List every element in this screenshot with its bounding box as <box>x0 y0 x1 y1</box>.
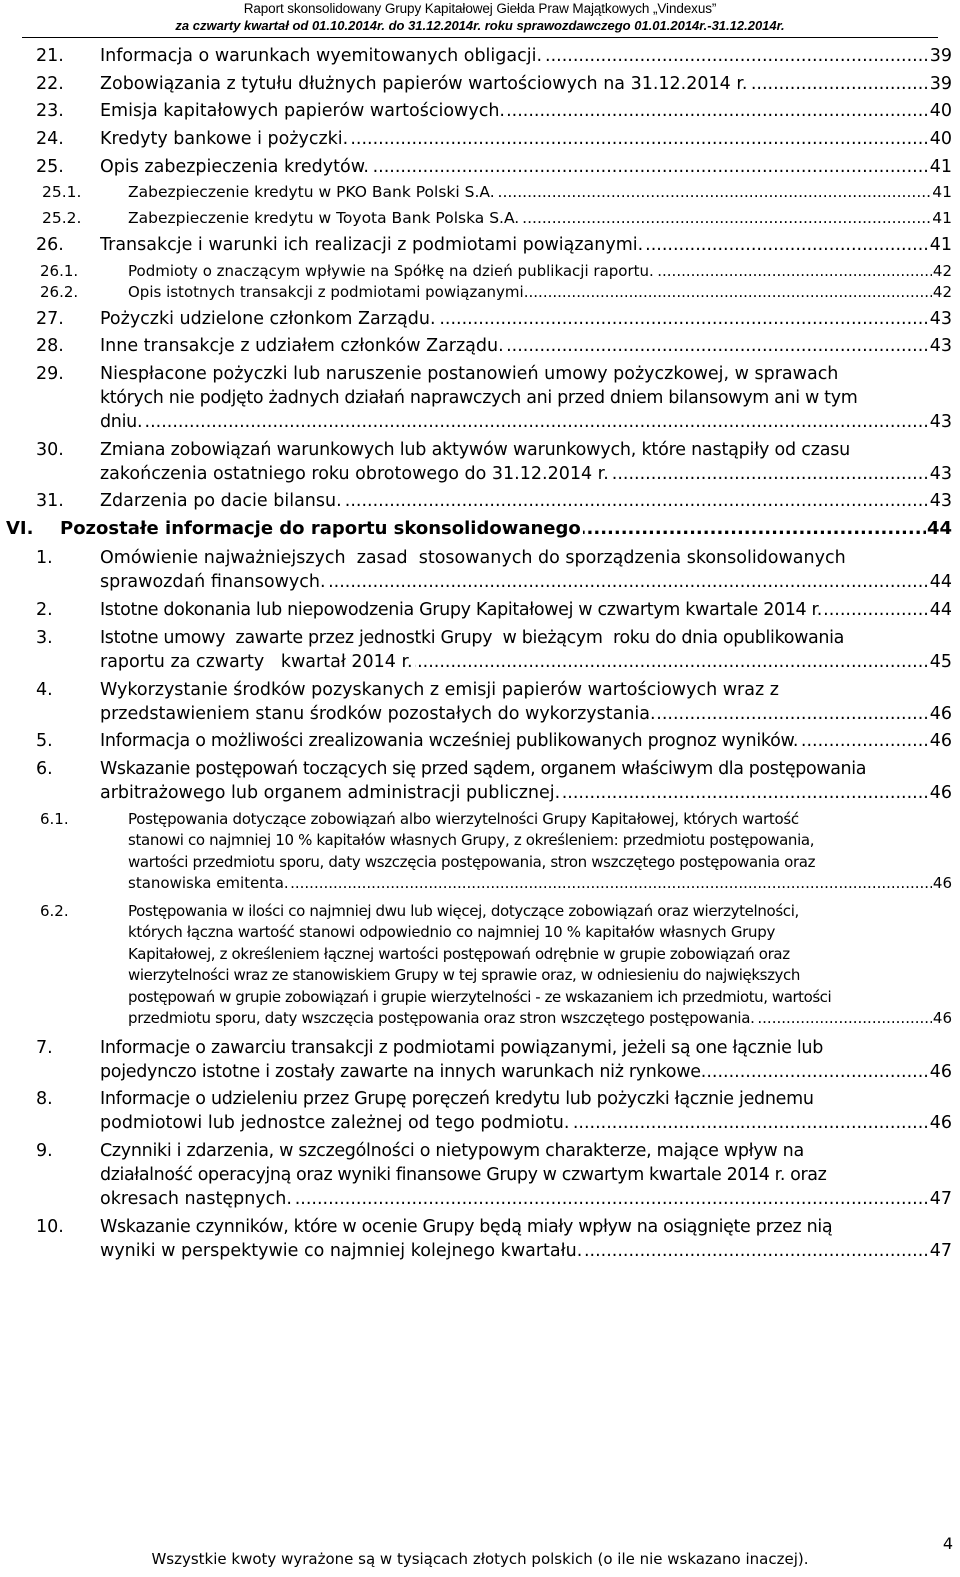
toc-entry-26[interactable] <box>0 233 960 257</box>
toc-title: Podmioty o znaczącym wpływie na Spółkę na dzień publikacji raportu. <box>128 261 654 280</box>
toc-entry-23[interactable] <box>0 99 960 123</box>
toc-title: Zabezpieczenie kredytu w Toyota Bank Polska S.A. <box>128 208 520 227</box>
toc-number: 23. <box>36 101 64 122</box>
toc-number: 3. <box>36 627 53 648</box>
toc-title: Pożyczki udzielone członkom Zarządu. <box>100 308 436 329</box>
toc-page: 46 <box>932 1008 952 1030</box>
toc-title-line: Informacje o zawarciu transakcji z podmiotami powiązanymi, jeżeli są one łącznie lub <box>100 1037 824 1058</box>
toc-title-line: arbitrażowego lub organem administracji publicznej. <box>100 782 561 803</box>
toc-section-title: Pozostałe informacje do raportu skonsolidowanego <box>60 518 581 540</box>
report-title: Raport skonsolidowany Grupy Kapitałowej Giełda Praw Majątkowych „Vindexus” <box>243 1 717 16</box>
toc-page: 46 <box>929 703 952 724</box>
toc-entry-vi-6-1[interactable] <box>0 809 960 895</box>
toc-page: 44 <box>926 518 952 540</box>
toc-number: 6.1. <box>40 809 69 828</box>
toc-number: 29. <box>36 364 64 385</box>
toc-entry-25[interactable] <box>0 155 960 179</box>
toc-page: 44 <box>929 572 952 593</box>
toc-title-line: Istotne umowy zawarte przez jednostki Grupy w bieżącym roku do dnia opublikowania <box>100 627 845 648</box>
toc-page: 43 <box>929 412 952 433</box>
toc-title-line: przedmiotu sporu, daty wszczęcia postępowania oraz stron wszczętego postępowania. <box>128 1009 755 1028</box>
toc-number: 31. <box>36 491 64 512</box>
toc-entry-vi-7[interactable] <box>0 1036 960 1084</box>
toc-number: 24. <box>36 129 64 150</box>
toc-title: Kredyty bankowe i pożyczki. <box>100 129 349 150</box>
toc-title-line: sprawozdań finansowych. <box>100 572 326 593</box>
toc-entry-vi-5[interactable] <box>0 729 960 753</box>
toc-title: Transakcje i warunki ich realizacji z podmiotami powiązanymi. <box>100 235 644 256</box>
toc-page: 43 <box>929 336 952 357</box>
toc-title-line: pojedynczo istotne i zostały zawarte na innych warunkach niż rynkowe. <box>100 1061 706 1082</box>
toc-title: Inne transakcje z udziałem członków Zarządu. <box>100 336 504 357</box>
toc-number: 2. <box>36 600 53 621</box>
toc-title-line: Postępowania dotyczące zobowiązań albo wierzytelności Grupy Kapitałowej, których wartość <box>128 809 799 828</box>
toc-title-line: zakończenia ostatniego roku obrotowego do 31.12.2014 r. <box>100 463 609 484</box>
toc-number: 25. <box>36 156 64 177</box>
toc-entry-26-2[interactable] <box>0 282 960 304</box>
toc-page: 45 <box>929 651 952 672</box>
toc-entry-vi-3[interactable] <box>0 626 960 674</box>
toc-page: 41 <box>929 235 952 256</box>
toc-page: 46 <box>929 782 952 803</box>
toc-title-line: których nie podjęto żadnych działań naprawczych ani przed dniem bilansowym ani w tym <box>100 388 858 409</box>
toc-title-line: wyniki w perspektywie co najmniej kolejnego kwartału. <box>100 1240 583 1261</box>
toc-page: 40 <box>929 129 952 150</box>
toc-entry-24[interactable] <box>0 127 960 151</box>
toc-entry-vi-6[interactable] <box>0 757 960 805</box>
toc-title-line: przedstawieniem stanu środków pozostałych do wykorzystania. <box>100 703 656 724</box>
toc-title: Zdarzenia po dacie bilansu. <box>100 491 342 512</box>
toc-entry-25-2[interactable] <box>0 208 960 230</box>
toc-title: Istotne dokonania lub niepowodzenia Grupy Kapitałowej w czwartym kwartale 2014 r. <box>100 600 822 621</box>
header-divider <box>22 37 938 38</box>
toc-title-line: Wskazanie postępowań toczących się przed sądem, organem właściwym dla postępowania <box>100 758 867 779</box>
toc-page: 46 <box>929 731 952 752</box>
page-number: 4 <box>942 1534 953 1553</box>
toc-title-line: dniu. <box>100 412 143 433</box>
toc-title-line: raportu za czwarty kwartał 2014 r. <box>100 651 413 672</box>
toc-entry-22[interactable] <box>0 72 960 96</box>
toc-entry-vi-1[interactable] <box>0 546 960 594</box>
toc-title: Emisja kapitałowych papierów wartościowych. <box>100 101 505 122</box>
toc-page: 41 <box>931 208 952 230</box>
toc-title-line: okresach następnych. <box>100 1188 292 1209</box>
toc-title-line: Niespłacone pożyczki lub naruszenie postanowień umowy pożyczkowej, w sprawach <box>100 364 839 385</box>
toc-number: 6.2. <box>40 901 69 920</box>
page-header <box>0 0 960 38</box>
toc-title-line: Wskazanie czynników, które w ocenie Grupy będą miały wpływ na osiągnięte przez nią <box>100 1216 833 1237</box>
toc-number: 25.1. <box>42 183 82 202</box>
toc-number: 4. <box>36 679 53 700</box>
toc-page: 41 <box>929 156 952 177</box>
toc-page: 42 <box>932 261 952 283</box>
toc-number: 27. <box>36 308 64 329</box>
toc-entry-21[interactable] <box>0 44 960 68</box>
toc-entry-26-1[interactable] <box>0 261 960 283</box>
toc-number: 25.2. <box>42 208 82 227</box>
toc-title-line: postępowań w grupie zobowiązań i grupie wierzytelności - ze wskazaniem ich przedmiotu, wartości <box>128 987 832 1006</box>
toc-number: 5. <box>36 731 53 752</box>
toc-section-vi[interactable] <box>0 517 960 541</box>
toc-title-line: podmiotowi lub jednostce zależnej od tego podmiotu. <box>100 1113 570 1134</box>
toc-entry-vi-2[interactable] <box>0 598 960 622</box>
toc-title-line: Informacje o udzieleniu przez Grupę poręczeń kredytu lub pożyczki łącznie jednemu <box>100 1089 814 1110</box>
toc-entry-30[interactable] <box>0 438 960 486</box>
toc-number: 8. <box>36 1089 53 1110</box>
toc-title: Zobowiązania z tytułu dłużnych papierów wartościowych na 31.12.2014 r. <box>100 73 748 94</box>
toc-number: 21. <box>36 46 64 66</box>
toc-number: 26.1. <box>40 261 79 280</box>
toc-page: 39 <box>929 73 952 94</box>
toc-number: 10. <box>36 1216 64 1237</box>
toc-number: 1. <box>36 548 53 569</box>
page-footer: Wszystkie kwoty wyrażone są w tysiącach złotych polskich (o ile nie wskazano inaczej). <box>151 1550 809 1568</box>
toc-entry-28[interactable] <box>0 334 960 358</box>
toc-entry-vi-8[interactable] <box>0 1087 960 1135</box>
toc-title-line: wartości przedmiotu sporu, daty wszczęcia postępowania, stron wszczętego postępowania oraz <box>128 852 816 871</box>
toc-page: 43 <box>929 308 952 329</box>
toc-section-number: VI. <box>6 518 34 540</box>
toc-page: 46 <box>929 1061 952 1082</box>
toc-number: 28. <box>36 336 64 357</box>
toc-page: 41 <box>931 182 952 204</box>
toc-page: 43 <box>929 491 952 512</box>
toc-title: Opis istotnych transakcji z podmiotami powiązanymi. <box>128 283 529 302</box>
toc-title-line: których łączna wartość stanowi odpowiednio co najmniej 10 % kapitałów własnych Grupy <box>128 923 776 942</box>
toc-page: 46 <box>929 1113 952 1134</box>
toc-title-line: Zmiana zobowiązań warunkowych lub aktywów warunkowych, które nastąpiły od czasu <box>100 439 851 460</box>
toc-page: 40 <box>929 101 952 122</box>
toc-number: 26. <box>36 235 64 256</box>
toc-page: 43 <box>929 463 952 484</box>
toc-entry-27[interactable] <box>0 307 960 331</box>
toc-entry-vi-10[interactable] <box>0 1215 960 1263</box>
toc-entry-29[interactable] <box>0 362 960 434</box>
toc-title-line: Czynniki i zdarzenia, w szczególności o nietypowym charakterze, mające wpływ na <box>100 1140 804 1161</box>
toc-title-line: stanowi co najmniej 10 % kapitałów własnych Grupy, z określeniem: przedmiotu postępowania, <box>128 831 815 850</box>
toc-title-line: Wykorzystanie środków pozyskanych z emisji papierów wartościowych wraz z <box>100 679 779 700</box>
toc-title-line: Postępowania w ilości co najmniej dwu lub więcej, dotyczące zobowiązań oraz wierzytelności, <box>128 901 799 920</box>
toc-title: Informacja o warunkach wyemitowanych obligacji. <box>100 46 543 66</box>
toc-page: 47 <box>929 1240 952 1261</box>
toc-page: 44 <box>929 600 952 621</box>
toc-page: 39 <box>929 46 952 66</box>
toc-title-line: Omówienie najważniejszych zasad stosowanych do sporządzenia skonsolidowanych <box>100 548 846 569</box>
toc-page: 42 <box>932 282 952 304</box>
toc-number: 9. <box>36 1140 53 1161</box>
toc-number: 26.2. <box>40 283 79 302</box>
toc-number: 30. <box>36 439 64 460</box>
table-of-contents <box>0 44 960 1266</box>
toc-title: Opis zabezpieczenia kredytów. <box>100 156 369 177</box>
toc-entry-vi-4[interactable] <box>0 678 960 726</box>
toc-number: 22. <box>36 73 64 94</box>
toc-title-line: wierzytelności wraz ze stanowiskiem Grupy w tej sprawie oraz, w odniesieniu do największych <box>128 966 800 985</box>
report-period: za czwarty kwartał od 01.10.2014r. do 31.12.2014r. roku sprawozdawczego 01.01.2014r.-31.12.2014r. <box>175 18 785 33</box>
toc-title: Informacja o możliwości zrealizowania wcześniej publikowanych prognoz wyników. <box>100 731 799 752</box>
toc-title-line: stanowiska emitenta. <box>128 874 289 893</box>
toc-entry-vi-6-2[interactable] <box>0 901 960 1030</box>
toc-page: 46 <box>932 873 952 895</box>
toc-title-line: Kapitałowej, z określeniem łącznej wartości postępowań odrębnie w grupie zobowiązań oraz <box>128 944 790 963</box>
toc-entry-vi-9[interactable] <box>0 1139 960 1211</box>
toc-number: 6. <box>36 758 53 779</box>
toc-title: Zabezpieczenie kredytu w PKO Bank Polski S.A. <box>128 183 495 202</box>
toc-page: 47 <box>929 1188 952 1209</box>
toc-entry-25-1[interactable] <box>0 182 960 204</box>
toc-entry-31[interactable] <box>0 489 960 513</box>
toc-number: 7. <box>36 1037 53 1058</box>
toc-title-line: działalność operacyjną oraz wyniki finansowe Grupy w czwartym kwartale 2014 r. oraz <box>100 1164 827 1185</box>
